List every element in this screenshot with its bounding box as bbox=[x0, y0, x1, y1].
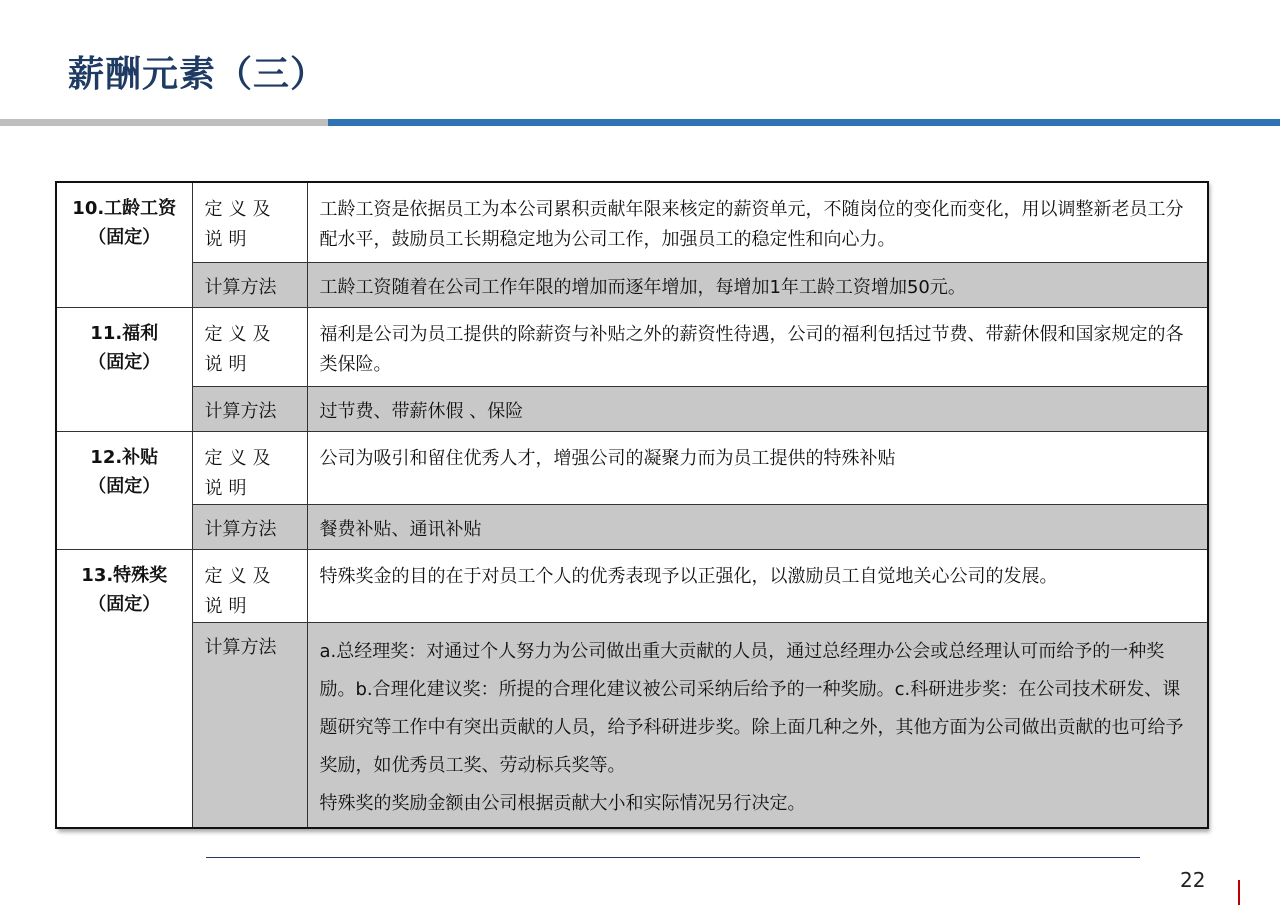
calculation-label: 计算方法 bbox=[192, 504, 307, 549]
calculation-text: 工龄工资随着在公司工作年限的增加而逐年增加，每增加1年工龄工资增加50元。 bbox=[307, 262, 1208, 307]
table-row bbox=[56, 504, 1208, 549]
table-row bbox=[56, 431, 1208, 504]
calculation-label: 计算方法 bbox=[192, 622, 307, 828]
calculation-text: 过节费、带薪休假 、保险 bbox=[307, 386, 1208, 431]
page-number: 22 bbox=[1180, 868, 1206, 892]
definition-label: 定义及说明 bbox=[192, 431, 307, 504]
footer-accent-mark bbox=[1238, 880, 1240, 905]
calculation-text bbox=[307, 622, 1208, 828]
page-title: 薪酬元素（三） bbox=[68, 54, 328, 95]
item-name: 11.福利 bbox=[90, 322, 159, 344]
item-cell bbox=[56, 182, 192, 307]
salary-elements-table bbox=[55, 181, 1207, 829]
item-type: （固定） bbox=[88, 593, 161, 615]
definition-text: 公司为吸引和留住优秀人才，增强公司的凝聚力而为员工提供的特殊补贴 bbox=[307, 431, 1208, 504]
title-divider-gray bbox=[0, 119, 328, 126]
item-cell bbox=[56, 549, 192, 828]
definition-label: 定义及说明 bbox=[192, 307, 307, 386]
calculation-label: 计算方法 bbox=[192, 262, 307, 307]
item-cell bbox=[56, 307, 192, 431]
calculation-text-awards: a.总经理奖：对通过个人努力为公司做出重大贡献的人员，通过总经理办公会或总经理认可而给予的一种奖励。b.合理化建议奖：所提的合理化建议被公司采纳后给予的一种奖励。c.科研进步奖：在公司技术研发、课题研究等工作中有突出贡献的人员，给予科研进步奖。除上面几种之外，其他方面为公司做出贡献的也可给予奖励，如优秀员工奖、劳动标兵奖等。 bbox=[319, 640, 1184, 776]
item-name: 13.特殊奖 bbox=[81, 564, 168, 586]
definition-label: 定义及说明 bbox=[192, 182, 307, 262]
footer-divider bbox=[206, 857, 1140, 858]
definition-text: 特殊奖金的目的在于对员工个人的优秀表现予以正强化，以激励员工自觉地关心公司的发展。 bbox=[307, 549, 1208, 622]
table-row bbox=[56, 622, 1208, 828]
item-name: 12.补贴 bbox=[90, 446, 159, 468]
title-divider-blue bbox=[328, 119, 1280, 126]
definition-text: 福利是公司为员工提供的除薪资与补贴之外的薪资性待遇，公司的福利包括过节费、带薪休假和国家规定的各类保险。 bbox=[307, 307, 1208, 386]
table-row bbox=[56, 386, 1208, 431]
table-row bbox=[56, 549, 1208, 622]
item-type: （固定） bbox=[88, 351, 161, 373]
table-row bbox=[56, 182, 1208, 262]
item-type: （固定） bbox=[88, 227, 161, 248]
calculation-label: 计算方法 bbox=[192, 386, 307, 431]
table-row bbox=[56, 262, 1208, 307]
definition-text: 工龄工资是依据员工为本公司累积贡献年限来核定的薪资单元，不随岗位的变化而变化，用以调整新老员工分配水平，鼓励员工长期稳定地为公司工作，加强员工的稳定性和向心力。 bbox=[307, 182, 1208, 262]
item-name: 10.工龄工资 bbox=[72, 198, 177, 219]
table-row bbox=[56, 307, 1208, 386]
definition-label: 定义及说明 bbox=[192, 549, 307, 622]
item-cell bbox=[56, 431, 192, 549]
item-type: （固定） bbox=[88, 475, 161, 497]
calculation-text: 餐费补贴、通讯补贴 bbox=[307, 504, 1208, 549]
calculation-text-amount: 特殊奖的奖励金额由公司根据贡献大小和实际情况另行决定。 bbox=[319, 792, 806, 814]
